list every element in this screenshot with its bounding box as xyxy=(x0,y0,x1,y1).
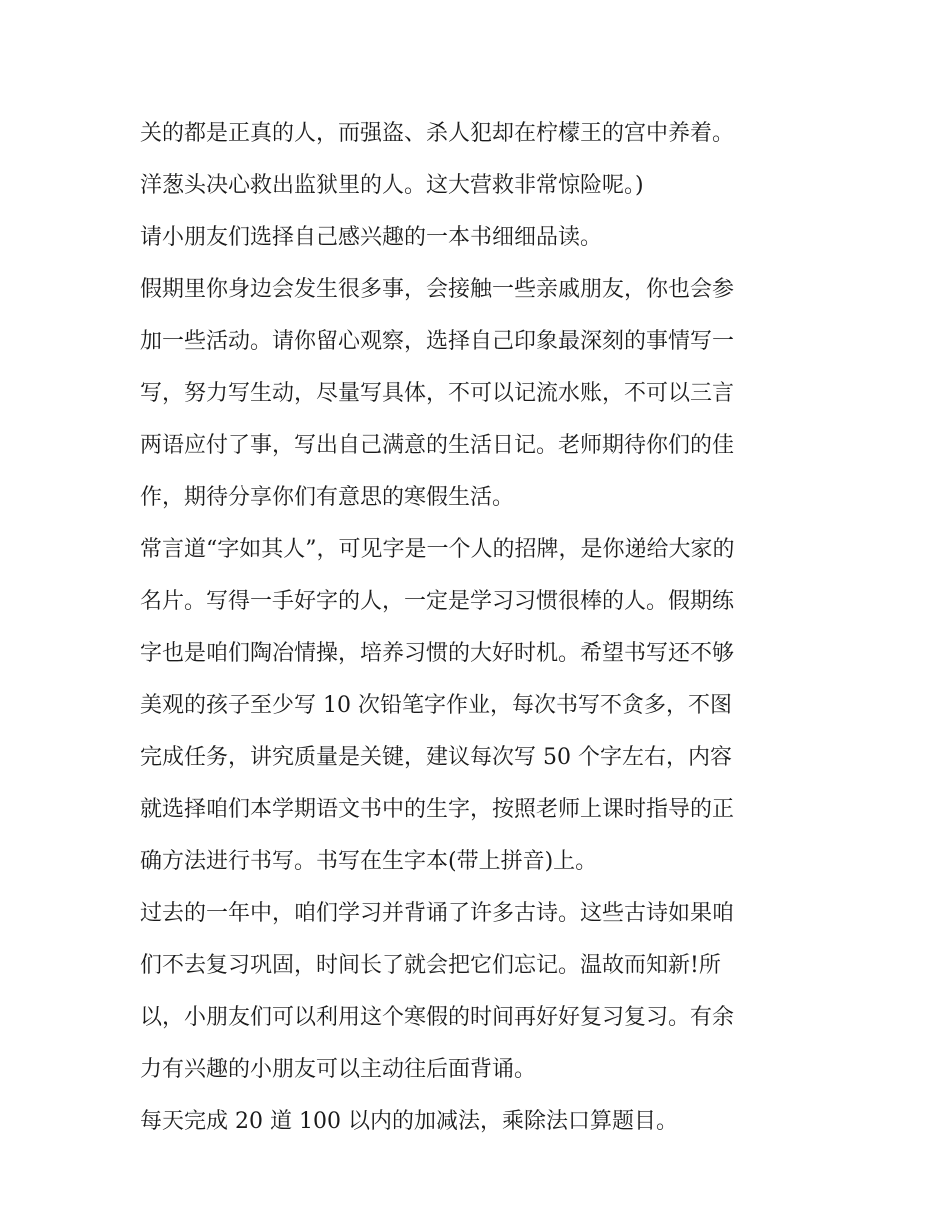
text-line: 洋葱头决心救出监狱里的人。这大营救非常惊险呢。) xyxy=(140,173,644,198)
text-line: 美观的孩子至少写 10 次铅笔字作业，每次书写不贪多，不图 xyxy=(140,693,732,718)
text-line: 常言道“字如其人”，可见字是一个人的招牌，是你递给大家的 xyxy=(140,537,735,562)
text-line: 名片。写得一手好字的人，一定是学习习惯很棒的人。假期练 xyxy=(140,589,735,614)
paragraph-diary-task xyxy=(140,264,820,524)
paragraph-poetry-review-task xyxy=(140,888,820,1096)
text-line: 加一些活动。请你留心观察，选择自己印象最深刻的事情写一 xyxy=(140,329,735,354)
text-line: 关的都是正真的人，而强盗、杀人犯却在柠檬王的宫中养着。 xyxy=(140,121,735,146)
text-line: 们不去复习巩固，时间长了就会把它们忘记。温故而知新!所 xyxy=(140,953,721,978)
text-line: 作，期待分享你们有意思的寒假生活。 xyxy=(140,485,515,510)
text-line: 完成任务，讲究质量是关键，建议每次写 50 个字左右，内容 xyxy=(140,745,732,770)
text-line: 就选择咱们本学期语文书中的生字，按照老师上课时指导的正 xyxy=(140,797,735,822)
text-line: 过去的一年中，咱们学习并背诵了许多古诗。这些古诗如果咱 xyxy=(140,901,735,926)
text-line: 假期里你身边会发生很多事，会接触一些亲戚朋友，你也会参 xyxy=(140,277,735,302)
text-line: 以，小朋友们可以利用这个寒假的时间再好好复习复习。有余 xyxy=(140,1005,735,1030)
paragraph-lemon-king-story xyxy=(140,108,820,212)
text-line: 请小朋友们选择自己感兴趣的一本书细细品读。 xyxy=(140,225,603,250)
paragraph-handwriting-task xyxy=(140,524,820,888)
text-line: 写，努力写生动，尽量写具体，不可以记流水账，不可以三言 xyxy=(140,381,735,406)
paragraph-math-task xyxy=(140,1096,820,1148)
paragraph-reading-task xyxy=(140,212,820,264)
text-line: 两语应付了事，写出自己满意的生活日记。老师期待你们的佳 xyxy=(140,433,735,458)
text-line: 力有兴趣的小朋友可以主动往后面背诵。 xyxy=(140,1057,537,1082)
document-body xyxy=(140,108,820,1148)
text-line: 每天完成 20 道 100 以内的加减法，乘除法口算题目。 xyxy=(140,1109,678,1134)
text-line: 字也是咱们陶冶情操，培养习惯的大好时机。希望书写还不够 xyxy=(140,641,735,666)
text-line: 确方法进行书写。书写在生字本(带上拼音)上。 xyxy=(140,849,598,874)
